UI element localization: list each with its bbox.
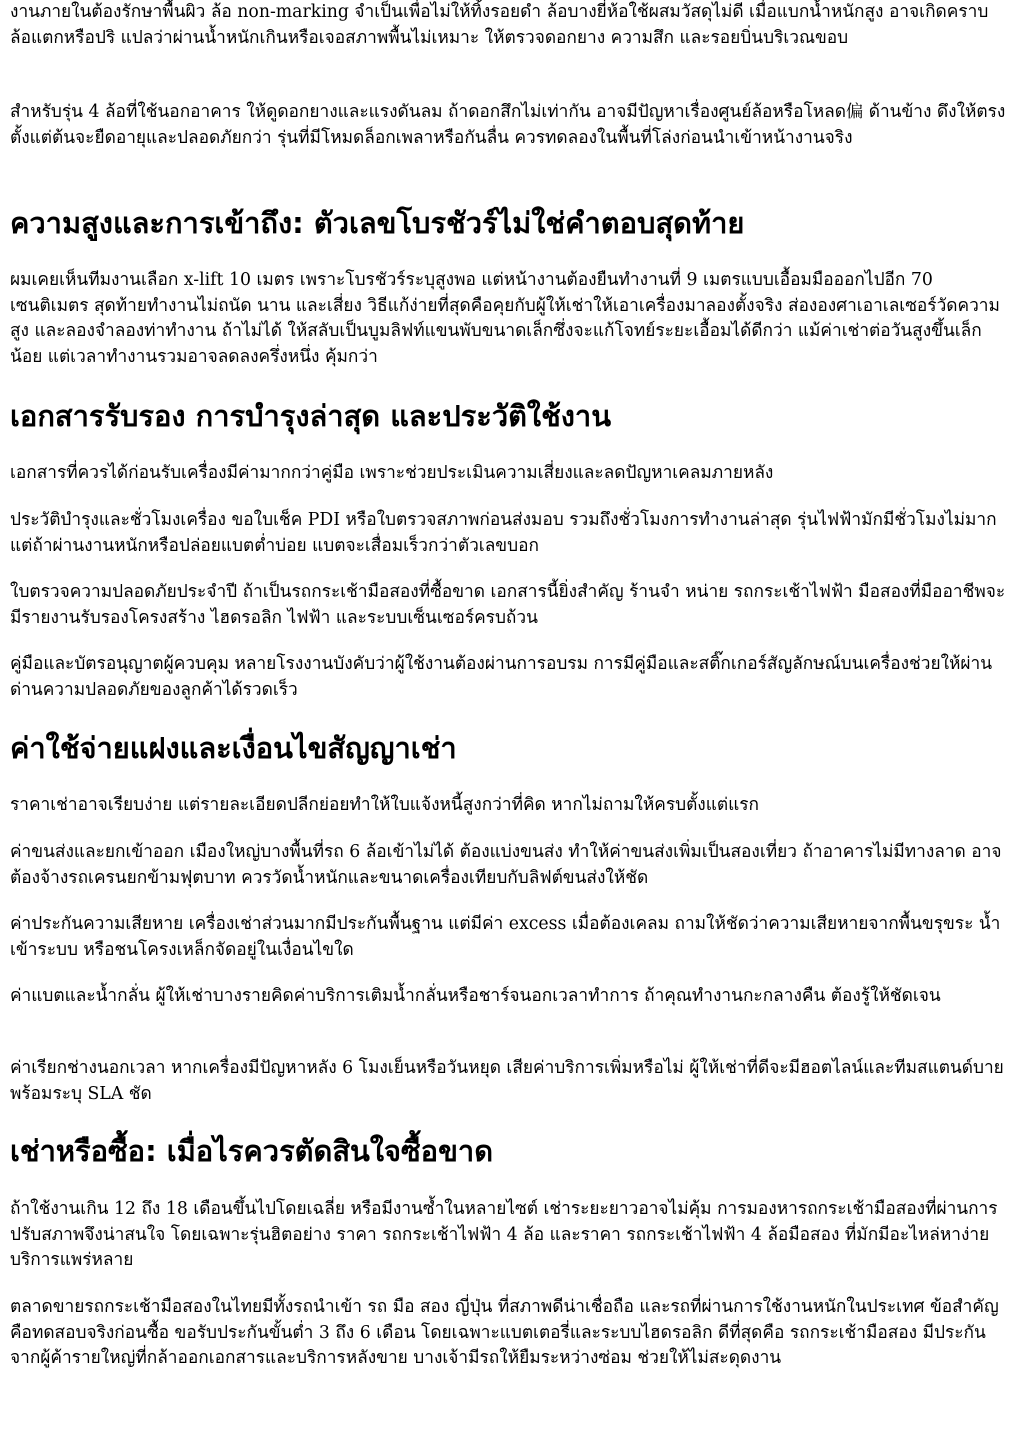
paragraph-insurance-cost: ค่าประกันความเสียหาย เครื่องเช่าส่วนมากมีประกันพื้นฐาน แต่มีค่า excess เมื่อต้องเคลม ถามให้ชัดว่าความเสียหายจากพื้นขรุขระ น้ำเข้าระบบ หรือชนโครงเหล็กจัดอยู่ในเงื่อนไขใด	[10, 914, 1001, 960]
paragraph-battery-cost: ค่าแบตและน้ำกลั่น ผู้ให้เช่าบางรายคิดค่าบริการเติมน้ำกลั่นหรือชาร์จนอกเวลาทำการ ถ้าคุณทำงานกะกลางคืน ต้องรู้ให้ชัดเจน	[10, 986, 941, 1006]
paragraph-wheels-indoor: งานภายในต้องรักษาพื้นผิว ล้อ non-marking จำเป็นเพื่อไม่ให้ทิ้งรอยดำ ล้อบางยี่ห้อใช้ผสมวัสดุไม่ดี เมื่อแบกน้ำหนักสูง อาจเกิดคราบ ล้อแตกหรือปริ แปลว่าผ่านน้ำหนักเกินหรือเจอสภาพพื้นไม่เหมาะ ให้ตรวจดอกยาง ความสึก และรอยบิ่นบริเวณขอบ	[10, 2, 989, 48]
paragraph-height-example: ผมเคยเห็นทีมงานเลือก x-lift 10 เมตร เพราะโบรชัวร์ระบุสูงพอ แต่หน้างานต้องยืนทำงานที่ 9 เมตรแบบเอื้อมมือออกไปอีก 70 เซนติเมตร สุดท้ายทำงานไม่ถนัด นาน และเสี่ยง วิธีแก้ง่ายที่สุดคือคุยกับผู้ให้เช่าให้เอาเครื่องมาลองตั้งจริง ส่ององศาเอาเลเซอร์วัดความสูง และลองจำลองท่าทำงาน ถ้าไม่ได้ ให้สลับเป็นบูมลิฟท์แขนพับขนาดเล็กซึ่งจะแก้โจทย์ระยะเอื้อมได้ดีกว่า แม้ค่าเช่าต่อวันสูงขึ้นเล็กน้อย แต่เวลาทำงานรวมอาจลดลงครึ่งหนึ่ง คุ้มกว่า	[10, 270, 1000, 367]
paragraph-rent-or-buy-threshold: ถ้าใช้งานเกิน 12 ถึง 18 เดือนขึ้นไปโดยเฉลี่ย หรือมีงานซ้ำในหลายไซต์ เช่าระยะยาวอาจไม่คุ้ม การมองหารถกระเช้ามือสองที่ผ่านการปรับสภาพจึงน่าสนใจ โดยเฉพาะรุ่นฮิตอย่าง ราคา รถกระเช้าไฟฟ้า 4 ล้อ และราคา รถกระเช้าไฟฟ้า 4 ล้อมือสอง ที่มักมีอะไหล่หาง่าย บริการแพร่หลาย	[10, 1199, 998, 1271]
paragraph-maintenance-history: ประวัติบำรุงและชั่วโมงเครื่อง ขอใบเช็ค PDI หรือใบตรวจสภาพก่อนส่งมอบ รวมถึงชั่วโมงการทำงานล่าสุด รุ่นไฟฟ้ามักมีชั่วโมงไม่มาก แต่ถ้าผ่านงานหนักหรือปล่อยแบตต่ำบ่อย แบตจะเสื่อมเร็วกว่าตัวเลขบอก	[10, 510, 997, 556]
paragraph-documents-intro: เอกสารที่ควรได้ก่อนรับเครื่องมีค่ามากกว่าคู่มือ เพราะช่วยประเมินความเสี่ยงและลดปัญหาเคลมภายหลัง	[10, 463, 774, 483]
heading-height-access: ความสูงและการเข้าถึง: ตัวเลขโบรชัวร์ไม่ใช่คำตอบสุดท้าย	[10, 206, 745, 240]
paragraph-annual-inspection: ใบตรวจความปลอดภัยประจำปี ถ้าเป็นรถกระเช้ามือสองที่ซื้อขาด เอกสารนี้ยิ่งสำคัญ ร้านจำ หน่าย รถกระเช้าไฟฟ้า มือสองที่มืออาชีพจะมีรายงานรับรองโครงสร้าง ไฮดรอลิก ไฟฟ้า และระบบเซ็นเซอร์ครบถ้วน	[10, 582, 1006, 628]
paragraph-wheels-outdoor: สำหรับรุ่น 4 ล้อที่ใช้นอกอาคาร ให้ดูดอกยางและแรงดันลม ถ้าดอกสึกไม่เท่ากัน อาจมีปัญหาเรื่องศูนย์ล้อหรือโหลด偏 ด้านข้าง ดึงให้ตรงตั้งแต่ต้นจะยืดอายุและปลอดภัยกว่า รุ่นที่มีโหมดล็อกเพลาหรือกันลื่น ควรทดลองในพื้นที่โล่งก่อนนำเข้าหน้างานจริง	[10, 102, 1006, 148]
heading-documents: เอกสารรับรอง การบำรุงล่าสุด และประวัติใช้งาน	[10, 399, 612, 433]
heading-rent-or-buy: เช่าหรือซื้อ: เมื่อไรควรตัดสินใจซื้อขาด	[10, 1134, 494, 1168]
paragraph-transport-cost: ค่าขนส่งและยกเข้าออก เมืองใหญ่บางพื้นที่รถ 6 ล้อเข้าไม่ได้ ต้องแบ่งขนส่ง ทำให้ค่าขนส่งเพิ่มเป็นสองเที่ยว ถ้าอาคารไม่มีทางลาด อาจต้องจ้างรถเครนยกข้ามฟุตบาท ควรวัดน้ำหนักและขนาดเครื่องเทียบกับลิฟต์ขนส่งให้ชัด	[10, 842, 1002, 888]
paragraph-used-market: ตลาดขายรถกระเช้ามือสองในไทยมีทั้งรถนำเข้า รถ มือ สอง ญี่ปุ่น ที่สภาพดีน่าเชื่อถือ และรถที่ผ่านการใช้งานหนักในประเทศ ข้อสำคัญคือทดสอบจริงก่อนซื้อ ขอรับประกันขั้นต่ำ 3 ถึง 6 เดือน โดยเฉพาะแบตเตอรี่และระบบไฮดรอลิก ดีที่สุดคือ รถกระเช้ามือสอง มีประกัน จากผู้ค้ารายใหญ่ที่กล้าออกเอกสารและบริการหลังขาย บางเจ้ามีรถให้ยืมระหว่างซ่อม ช่วยให้ไม่สะดุดงาน	[10, 1297, 999, 1369]
paragraph-manual-license: คู่มือและบัตรอนุญาตผู้ควบคุม หลายโรงงานบังคับว่าผู้ใช้งานต้องผ่านการอบรม การมีคู่มือและสติ๊กเกอร์สัญลักษณ์บนเครื่องช่วยให้ผ่านด่านความปลอดภัยของลูกค้าได้รวดเร็ว	[10, 654, 993, 700]
paragraph-costs-intro: ราคาเช่าอาจเรียบง่าย แต่รายละเอียดปลีกย่อยทำให้ใบแจ้งหนี้สูงกว่าที่คิด หากไม่ถามให้ครบตั้งแต่แรก	[10, 795, 759, 815]
heading-hidden-costs: ค่าใช้จ่ายแฝงและเงื่อนไขสัญญาเช่า	[10, 731, 457, 765]
paragraph-after-hours-cost: ค่าเรียกช่างนอกเวลา หากเครื่องมีปัญหาหลัง 6 โมงเย็นหรือวันหยุด เสียค่าบริการเพิ่มหรือไม่ ผู้ให้เช่าที่ดีจะมีฮอตไลน์และทีมสแตนด์บาย พร้อมระบุ SLA ชัด	[10, 1058, 1004, 1104]
